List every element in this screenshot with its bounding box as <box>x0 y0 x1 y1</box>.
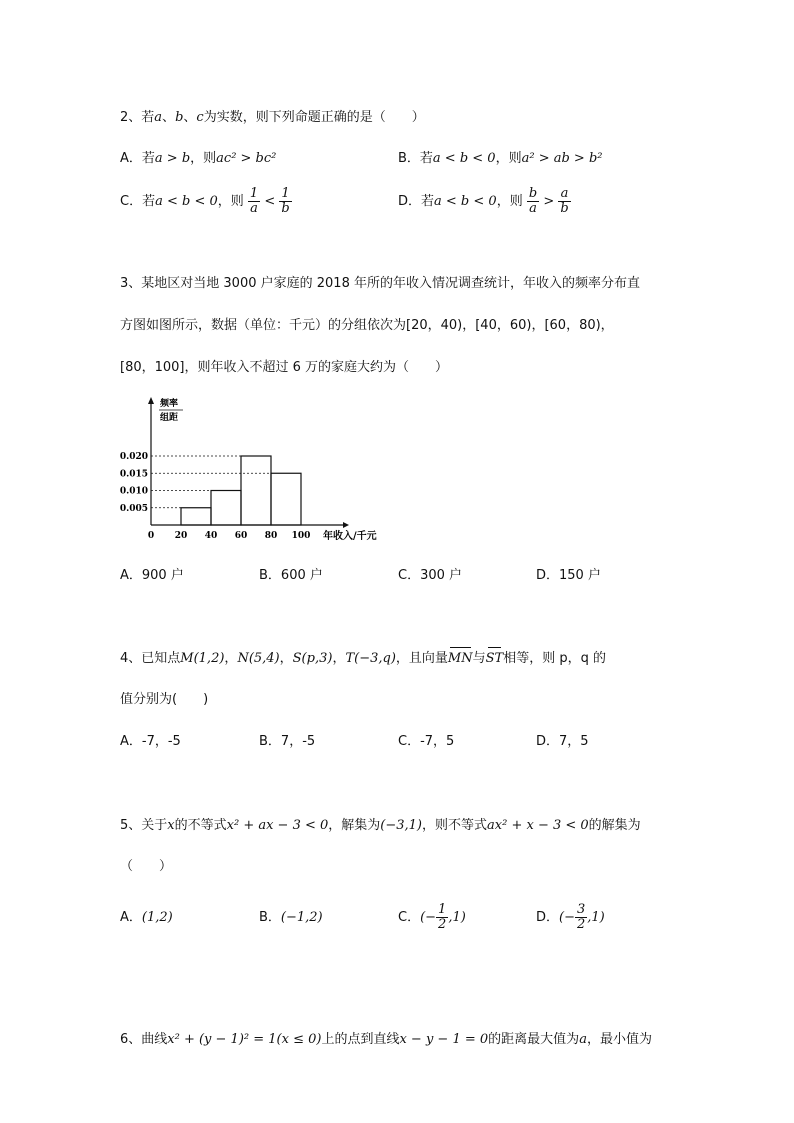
y-tick-label: 0.010 <box>119 486 148 497</box>
q4-stem-line1: 4、已知点M(1,2)，N(5,4)，S(p,3)，T(−3,q)，且向量MN与ST相等，则 p，q 的 <box>120 649 606 669</box>
x-tick-label: 80 <box>264 531 278 541</box>
fraction: $\frac{b}{a}$ <box>528 186 538 216</box>
q3-option-c[interactable]: C．300 户 <box>398 568 463 583</box>
histogram-bar <box>181 508 211 525</box>
y-tick-label: 0.020 <box>119 452 148 462</box>
x-axis-label: 年收入/千元 <box>323 531 377 542</box>
q3-stem-line1: 3、某地区对当地 3000 户家庭的 2018 年所的年收入情况调查统计，年收入的频率分布直 <box>120 276 640 291</box>
x-tick-label: 60 <box>234 531 248 541</box>
y-axis-label-denominator: 组距 <box>160 413 179 423</box>
y-tick-label: 0.015 <box>119 469 148 480</box>
x-tick-label: 100 <box>291 531 311 541</box>
x-tick-label: 0 <box>147 531 155 541</box>
q2-option-b[interactable]: B．若a < b < 0，则a² > ab > b² <box>398 151 603 166</box>
y-tick-label: 0.005 <box>119 503 148 514</box>
q3-stem-line3: [80，100]，则年收入不超过 6 万的家庭大约为（ ） <box>120 360 449 375</box>
q5-stem-line2: （ ） <box>120 859 173 874</box>
fraction: $\frac{1}{b}$ <box>281 186 290 216</box>
q4-option-d[interactable]: D．7，5 <box>536 734 589 749</box>
q3-stem-line2: 方图如图所示，数据（单位：千元）的分组依次为[20，40)，[40，60)，[60，80)， <box>120 318 614 333</box>
q5-option-c[interactable]: C．(− $\frac{1}{2}$ ,1) <box>398 902 466 932</box>
q3-option-d[interactable]: D．150 户 <box>536 568 601 583</box>
q2-option-c[interactable]: C．若a < b < 0，则 $\frac{1}{a}$ < $\frac{1}{b}$ <box>120 186 290 216</box>
q2-option-a[interactable]: A．若a > b，则ac² > bc² <box>120 151 277 166</box>
histogram-bar <box>271 473 301 525</box>
histogram-bar <box>211 491 241 526</box>
fraction: $\frac{1}{a}$ <box>249 186 259 216</box>
histogram-bar <box>241 456 271 525</box>
q4-stem-line2: 值分别为( ) <box>120 692 209 707</box>
q5-stem-line1: 5、关于x的不等式x² + ax − 3 < 0，解集为(−3,1)，则不等式ax² + x − 3 < 0的解集为 <box>120 818 641 833</box>
x-tick-label: 20 <box>174 531 188 541</box>
q5-option-b[interactable]: B．(−1,2) <box>259 910 323 925</box>
q3-option-a[interactable]: A．900 户 <box>120 568 184 583</box>
fraction: $\frac{1}{2}$ <box>438 902 447 932</box>
y-axis-label-numerator: 频率 <box>160 399 179 409</box>
fraction: $\frac{3}{2}$ <box>576 902 586 932</box>
x-tick-label: 40 <box>204 531 218 541</box>
q4-option-b[interactable]: B．7，-5 <box>259 734 316 749</box>
fraction: $\frac{a}{b}$ <box>560 186 569 216</box>
q2-stem: 2、若a、b、c为实数，则下列命题正确的是（ ） <box>120 110 425 125</box>
q5-option-d[interactable]: D．(− $\frac{3}{2}$ ,1) <box>536 902 605 932</box>
q6-stem-line1: 6、曲线x² + (y − 1)² = 1(x ≤ 0)上的点到直线x − y − 1 = 0的距离最大值为a，最小值为 <box>120 1032 652 1047</box>
q2-option-d[interactable]: D．若a < b < 0，则 $\frac{b}{a}$ > $\frac{a}{b}$ <box>398 186 569 216</box>
q5-option-a[interactable]: A．(1,2) <box>120 910 173 925</box>
vector-st: ST <box>486 649 504 669</box>
x-axis-arrow <box>343 522 349 528</box>
histogram-chart <box>115 392 405 552</box>
q4-option-c[interactable]: C．-7，5 <box>398 734 455 749</box>
q3-option-b[interactable]: B．600 户 <box>259 568 323 583</box>
q4-option-a[interactable]: A．-7，-5 <box>120 734 181 749</box>
vector-mn: MN <box>448 649 473 669</box>
y-axis-arrow <box>148 397 154 404</box>
